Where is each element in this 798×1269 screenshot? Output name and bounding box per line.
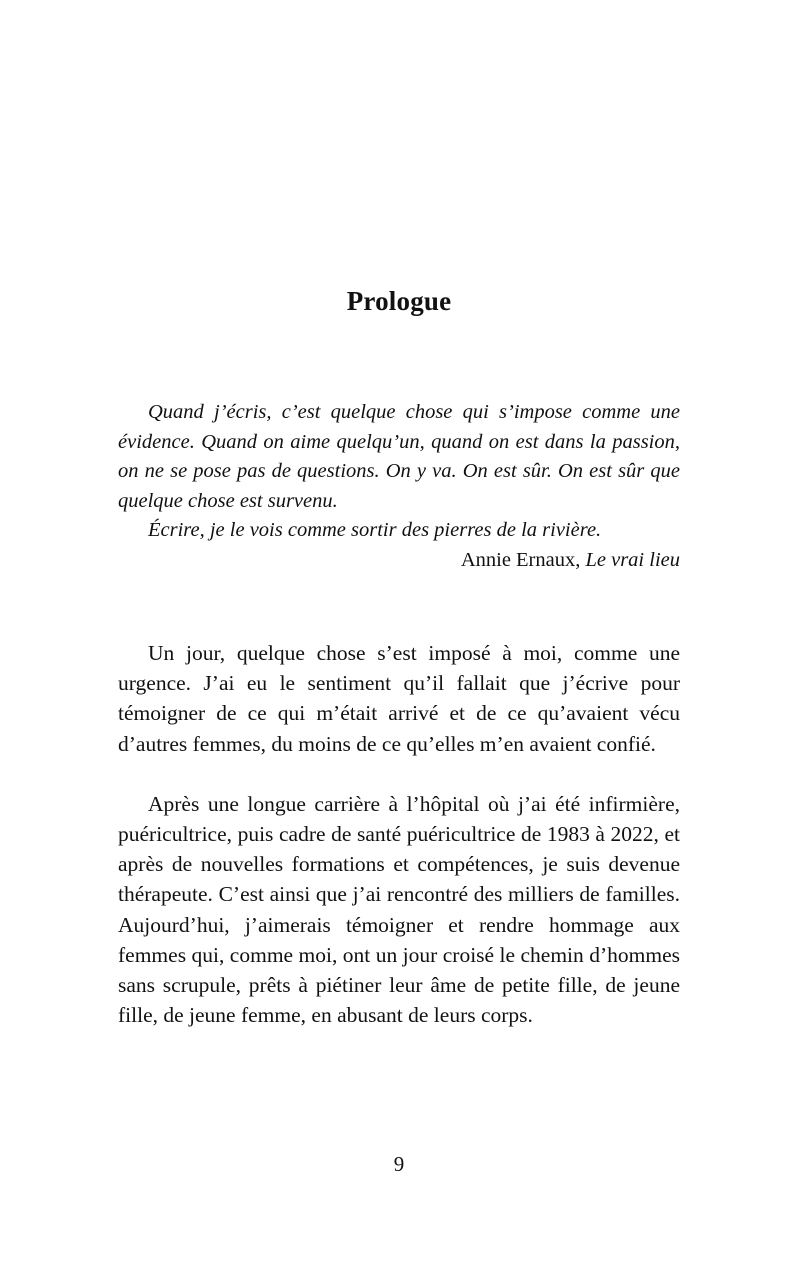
epigraph-paragraph: Quand j’écris, c’est quelque chose qui s’impose comme une évidence. Quand on aime quelqu’un, quand on est dans la passion, on ne se pose pas de questions. On y va. On est sûr. On est sûr que quelque chose est survenu.: [118, 401, 680, 512]
epigraph-author: Annie Ernaux,: [460, 548, 581, 571]
epigraph-attribution: [118, 546, 680, 576]
page-number: 9: [393, 1152, 405, 1176]
chapter-title: Prologue: [346, 286, 452, 317]
epigraph-work-title: Le vrai lieu: [585, 548, 680, 571]
epigraph-paragraph: Écrire, je le vois comme sortir des pierres de la rivière.: [148, 519, 602, 541]
body-paragraph: Un jour, quelque chose s’est imposé à moi, comme une urgence. J’ai eu le sentiment qu’il fallait que j’écrive pour témoigner de ce qui m’était arrivé et de ce qu’avaient vécu d’autres femmes, du moins de ce qu’elles m’en avaient confié.: [118, 641, 680, 756]
body-paragraph: Après une longue carrière à l’hôpital où j’ai été infirmière, puéricultrice, puis cadre de santé puéricultrice de 1983 à 2022, et après de nouvelles formations et compétences, je suis devenue thérapeute. C’est ainsi que j’ai rencontré des milliers de familles. Aujourd’hui, j’aimerais témoigner et rendre hommage aux femmes qui, comme moi, ont un jour croisé le chemin d’hommes sans scrupule, prêts à piétiner leur âme de petite fille, de jeune fille, de jeune femme, en abusant de leurs corps.: [118, 791, 680, 1028]
body-text: [118, 638, 680, 1060]
epigraph: [118, 398, 680, 575]
